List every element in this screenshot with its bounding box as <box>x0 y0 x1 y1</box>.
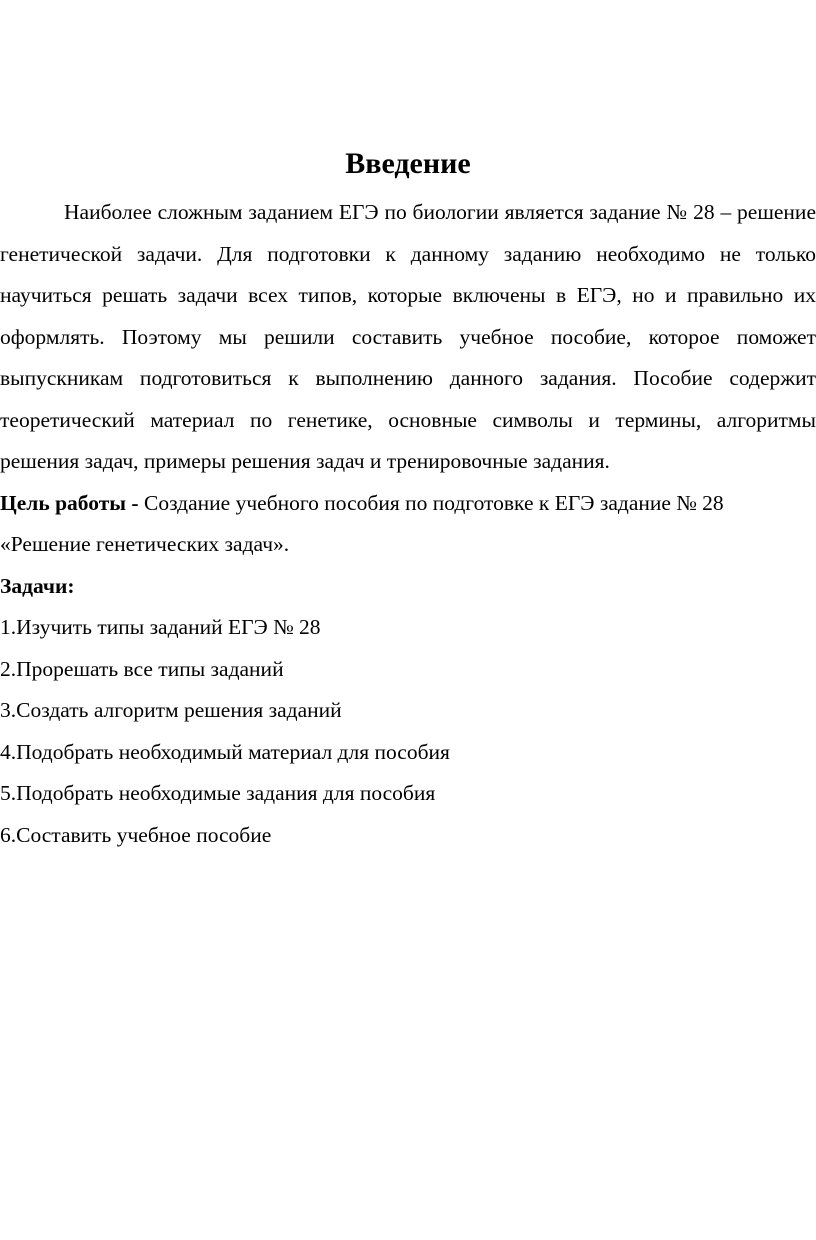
list-item: 2.Прорешать все типы заданий <box>0 656 284 681</box>
list-item: 5.Подобрать необходимые задания для пособия <box>0 781 436 805</box>
tasks-heading: Задачи: <box>0 573 75 598</box>
list-item: 3.Создать алгоритм решения заданий <box>0 698 342 722</box>
intro-paragraph: Наиболее сложным заданием ЕГЭ по биологии является задание № 28 – решение генетической задачи. Для подготовки к данному заданию необходимо не только научиться решать задачи всех типов, которые включены в ЕГЭ, но и правильно их оформлять. Поэтому мы решили составить учебное пособие, которое поможет выпускникам подготовиться к выполнению данного задания. Пособие содержит теоретический материал по генетике, основные символы и термины, алгоритмы решения задач, примеры решения задач и тренировочные задания. <box>0 200 816 473</box>
list-item: 6.Составить учебное пособие <box>0 822 272 847</box>
goal-text: Создание учебного пособия по подготовке к ЕГЭ задание № 28 «Решение генетических задач». <box>0 490 724 556</box>
page-title: Введение <box>345 147 471 180</box>
document-body <box>0 142 816 856</box>
list-item: 4.Подобрать необходимый материал для пособия <box>0 739 450 764</box>
tasks-list <box>0 607 816 856</box>
list-item: 1.Изучить типы заданий ЕГЭ № 28 <box>0 615 321 639</box>
goal-paragraph <box>0 483 816 566</box>
goal-label: Цель работы - <box>0 490 139 515</box>
